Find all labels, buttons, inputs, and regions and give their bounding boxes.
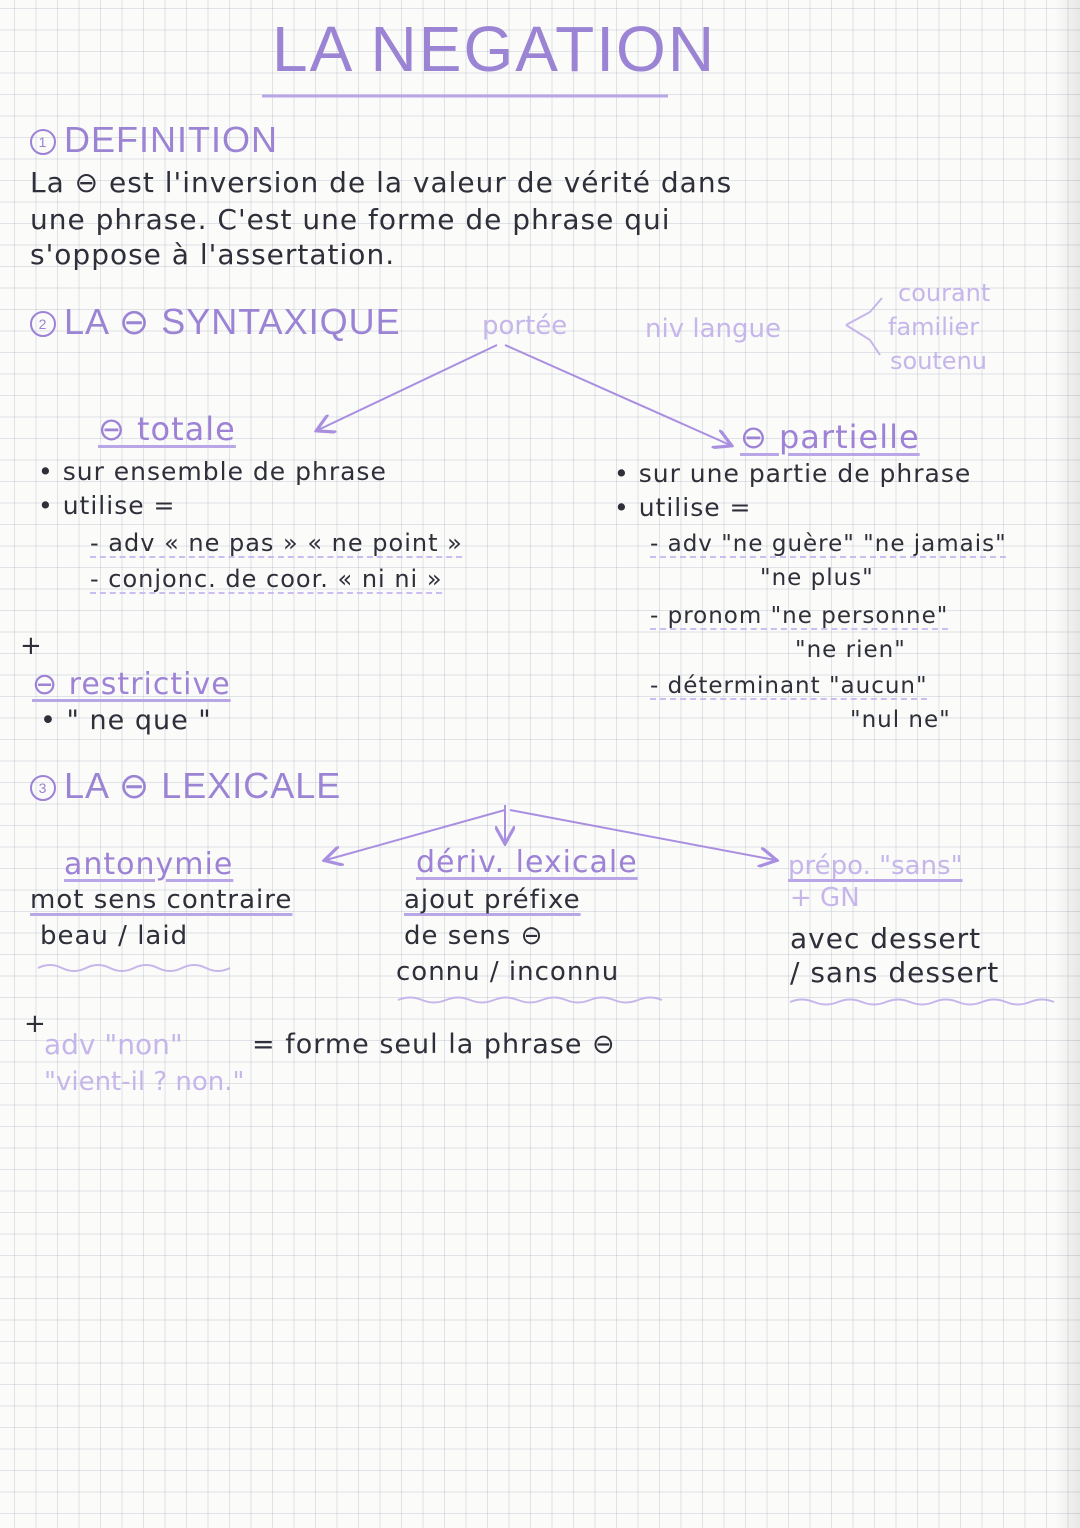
- derivation-heading: dériv. lexicale: [416, 845, 638, 880]
- partielle-bullet-2-text: utilise =: [638, 493, 752, 522]
- antonymie-line-1: mot sens contraire: [30, 885, 293, 915]
- portee-note: portée: [482, 311, 568, 341]
- definition-heading-text: DEFINITION: [64, 119, 278, 160]
- plus-sign-1: +: [20, 631, 43, 661]
- definition-line-2: une phrase. C'est une forme de phrase qui: [30, 203, 671, 236]
- plus-sign-2: +: [24, 1009, 47, 1039]
- syntaxique-arrow-right: [505, 345, 730, 445]
- definition-line-1: La ⊖ est l'inversion de la valeur de vérité dans: [30, 166, 733, 199]
- partielle-item-6: "nul ne": [850, 707, 951, 733]
- partielle-item-4: "ne rien": [795, 637, 906, 663]
- section-number-1: 1: [30, 129, 56, 155]
- definition-line-3: s'oppose à l'assertation.: [30, 238, 396, 271]
- niv-langue-label: niv langue: [645, 314, 781, 344]
- lexicale-heading: [30, 766, 341, 806]
- preposition-line-1: avec dessert: [790, 922, 982, 955]
- totale-item-1: - adv « ne pas » « ne point »: [90, 529, 463, 557]
- totale-bullet-1-text: sur ensemble de phrase: [62, 457, 387, 486]
- niv-langue-courant: courant: [898, 279, 991, 307]
- partielle-item-5: - déterminant "aucun": [650, 673, 928, 699]
- partielle-heading: ⊖ partielle: [740, 418, 920, 456]
- partielle-item-1: - adv "ne guère" "ne jamais": [650, 531, 1007, 557]
- beau-laid-wave: [38, 965, 230, 971]
- dessert-wave: [790, 1000, 1054, 1005]
- lexicale-heading-text: LA ⊖ LEXICALE: [64, 765, 342, 806]
- derivation-line-1: ajout préfixe: [404, 885, 581, 915]
- syntaxique-heading-text: LA ⊖ SYNTAXIQUE: [64, 301, 401, 342]
- totale-bullet-2: • utilise =: [38, 491, 176, 520]
- preposition-line-2: / sans dessert: [790, 956, 1000, 989]
- totale-bullet-1: • sur ensemble de phrase: [38, 457, 387, 486]
- niv-langue-familier: familier: [888, 313, 980, 341]
- totale-item-2: - conjonc. de coor. « ni ni »: [90, 565, 443, 593]
- preposition-sub: + GN: [790, 883, 860, 913]
- adv-non-text: = forme seul la phrase ⊖: [252, 1029, 616, 1060]
- totale-heading: ⊖ totale: [98, 410, 236, 448]
- syntaxique-heading: [30, 302, 401, 342]
- adv-non-label: adv "non": [44, 1028, 183, 1061]
- partielle-item-3: - pronom "ne personne": [650, 603, 949, 629]
- totale-bullet-2-text: utilise =: [62, 491, 176, 520]
- partielle-bullet-2: • utilise =: [614, 493, 752, 522]
- connu-wave: [398, 998, 662, 1003]
- preposition-heading: prépo. "sans": [788, 851, 963, 881]
- antonymie-line-2: beau / laid: [40, 921, 189, 951]
- derivation-line-2: de sens ⊖: [404, 921, 544, 951]
- restrictive-heading: ⊖ restrictive: [32, 667, 231, 702]
- restrictive-item: • " ne que ": [40, 705, 212, 736]
- section-number-3: 3: [30, 775, 56, 801]
- partielle-bullet-1: • sur une partie de phrase: [614, 459, 972, 488]
- niv-langue-brace: [846, 298, 882, 355]
- niv-langue-soutenu: soutenu: [890, 347, 987, 375]
- derivation-line-3: connu / inconnu: [396, 957, 620, 987]
- adv-non-example: "vient-il ? non.": [44, 1067, 245, 1097]
- section-number-2: 2: [30, 311, 56, 337]
- definition-heading: [30, 120, 278, 160]
- partielle-bullet-1-text: sur une partie de phrase: [638, 459, 972, 488]
- page-title: LA NEGATION: [272, 13, 717, 85]
- syntaxique-arrow-left: [318, 345, 497, 430]
- partielle-item-2: "ne plus": [760, 565, 874, 591]
- antonymie-heading: antonymie: [64, 847, 234, 882]
